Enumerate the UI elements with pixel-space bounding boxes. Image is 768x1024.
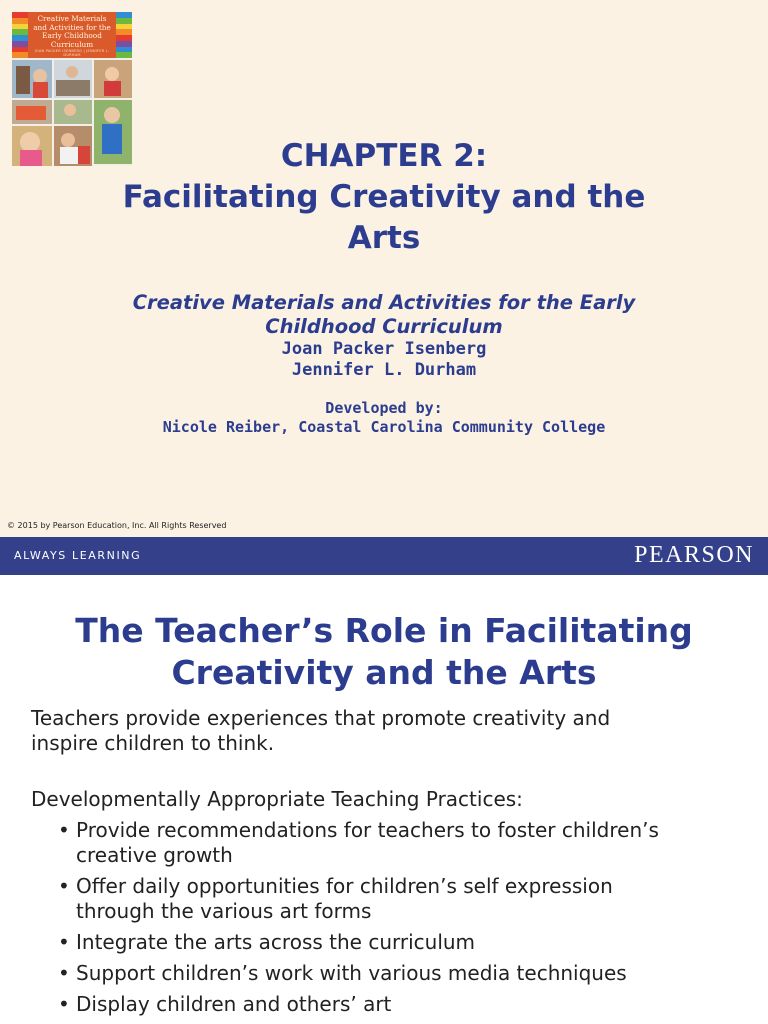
pearson-logo: PEARSON xyxy=(634,542,754,568)
list-item xyxy=(58,930,748,955)
tagline: ALWAYS LEARNING xyxy=(14,549,142,562)
book-title xyxy=(0,291,768,339)
crayon-stripes-right xyxy=(116,12,132,58)
list-item xyxy=(58,961,748,986)
list-item-line1: Display children and others’ art xyxy=(76,992,392,1016)
intro-paragraph xyxy=(31,706,731,756)
author-1: Joan Packer Isenberg xyxy=(281,339,487,359)
list-item-line2: creative growth xyxy=(76,843,233,867)
author-2: Jennifer L. Durham xyxy=(291,360,477,380)
developed-by xyxy=(0,399,768,437)
pearson-footer-bar xyxy=(0,537,768,575)
list-item-line1: Offer daily opportunities for children’s self expression xyxy=(76,874,613,898)
bullet-icon: • xyxy=(58,818,70,842)
intro-line1: Teachers provide experiences that promote creativity and xyxy=(31,706,611,730)
bullet-icon: • xyxy=(58,874,70,898)
list-item xyxy=(58,874,748,924)
slide-title xyxy=(0,610,768,694)
list-item-line1: Support children’s work with various media techniques xyxy=(76,961,627,985)
copyright-notice: © 2015 by Pearson Education, Inc. All Rights Reserved xyxy=(7,521,227,530)
book-title-line1: Creative Materials and Activities for the Early xyxy=(132,291,636,314)
developer-name: Nicole Reiber, Coastal Carolina Community College xyxy=(162,418,606,436)
slide-title-line2: Creativity and the Arts xyxy=(171,653,597,692)
chapter-number: CHAPTER 2: xyxy=(280,138,488,174)
cover-banner xyxy=(12,12,132,58)
cover-title: Creative Materials and Activities for the Early Childhood Curriculum xyxy=(33,14,111,49)
book-title-line2: Childhood Curriculum xyxy=(265,315,503,338)
practices-list xyxy=(58,818,748,1023)
developed-by-label: Developed by: xyxy=(325,399,443,417)
list-item xyxy=(58,818,748,868)
chapter-title-line1: Facilitating Creativity and the xyxy=(122,179,646,215)
list-item-line1: Integrate the arts across the curriculum xyxy=(76,930,476,954)
bullet-icon: • xyxy=(58,961,70,985)
crayon-stripes-left xyxy=(12,12,28,58)
bullet-icon: • xyxy=(58,930,70,954)
list-item-line2: through the various art forms xyxy=(76,899,372,923)
content-slide xyxy=(0,575,768,1024)
chapter-title-line2: Arts xyxy=(347,220,421,256)
cover-authors: JOAN PACKER ISENBERG | JENNIFER L. DURHAM xyxy=(34,49,110,57)
list-item-line1: Provide recommendations for teachers to foster children’s xyxy=(76,818,659,842)
intro-line2: inspire children to think. xyxy=(31,731,275,755)
practices-heading: Developmentally Appropriate Teaching Practices: xyxy=(31,787,523,811)
slide-title-line1: The Teacher’s Role in Facilitating xyxy=(75,611,693,650)
list-item xyxy=(58,992,748,1017)
chapter-title xyxy=(0,136,768,259)
bullet-icon: • xyxy=(58,992,70,1016)
